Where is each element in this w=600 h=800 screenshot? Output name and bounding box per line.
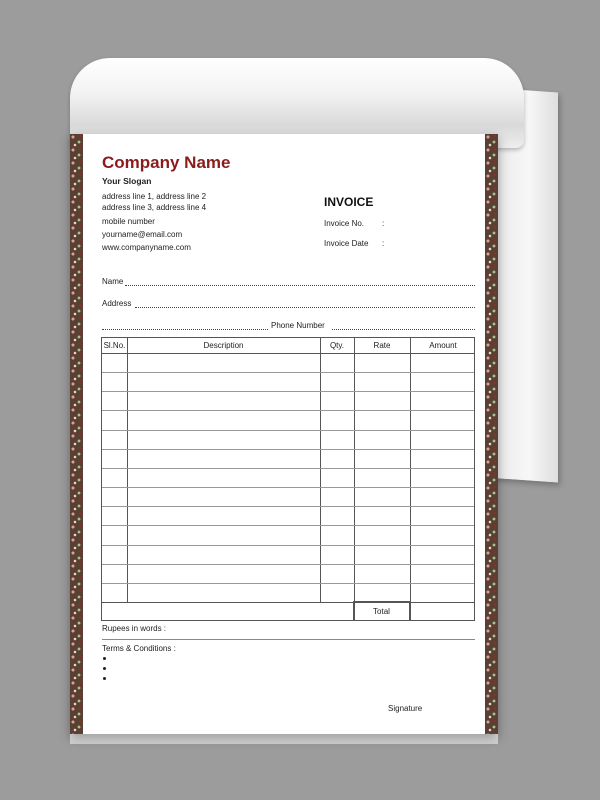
rupees-line[interactable] [102,639,475,640]
total-label: Total [373,607,390,616]
terms-bullet-2 [103,667,106,670]
header-description: Description [203,341,244,350]
invoice-page [70,134,498,734]
terms-bullet-1 [103,657,106,660]
table-row[interactable] [102,525,474,526]
table-row[interactable] [102,602,474,603]
address-line-1: address line 1, address line 2 [102,192,207,201]
address-field-line-2[interactable] [102,329,268,330]
phone-field-line[interactable] [332,329,475,330]
header-slno: Sl.No. [103,341,126,350]
col-divider [127,338,128,602]
table-row[interactable] [102,545,474,546]
invoice-date-label: Invoice Date [324,239,369,248]
invoice-number-label: Invoice No. [324,219,365,228]
items-table [101,337,475,621]
table-row[interactable] [102,564,474,565]
address-line-2: address line 3, address line 4 [102,203,207,212]
company-name: Company Name [102,153,231,172]
header-divider [102,353,474,354]
rupees-in-words-label: Rupees in words : [102,624,167,633]
invoice-date-colon: : [382,239,385,248]
table-row[interactable] [102,430,474,431]
name-label: Name [102,277,124,286]
signature-label: Signature [388,704,423,713]
table-row[interactable] [102,391,474,392]
mobile-number: mobile number [102,217,155,226]
table-row[interactable] [102,449,474,450]
table-row[interactable] [102,583,474,584]
address-label: Address [102,299,132,308]
website: www.companyname.com [102,243,191,252]
header-qty: Qty. [329,341,345,350]
col-divider [410,338,411,620]
invoice-title: INVOICE [324,195,374,209]
email: yourname@email.com [102,230,183,239]
table-row[interactable] [102,410,474,411]
table-row[interactable] [102,468,474,469]
page-stack-edge [70,734,498,744]
invoice-number-colon: : [382,219,385,228]
col-divider [354,338,355,620]
phone-label: Phone Number [271,321,325,330]
table-row[interactable] [102,506,474,507]
company-slogan: Your Slogan [102,176,152,186]
col-divider [320,338,321,602]
table-row[interactable] [102,372,474,373]
table-row[interactable] [102,487,474,488]
header-rate: Rate [373,341,391,350]
total-label-cell [353,601,410,621]
terms-bullet-3 [103,677,106,680]
header-amount: Amount [429,341,457,350]
name-field-line[interactable] [125,285,475,286]
address-field-line[interactable] [135,307,475,308]
invoice-content [70,134,498,734]
terms-label: Terms & Conditions : [102,644,176,653]
